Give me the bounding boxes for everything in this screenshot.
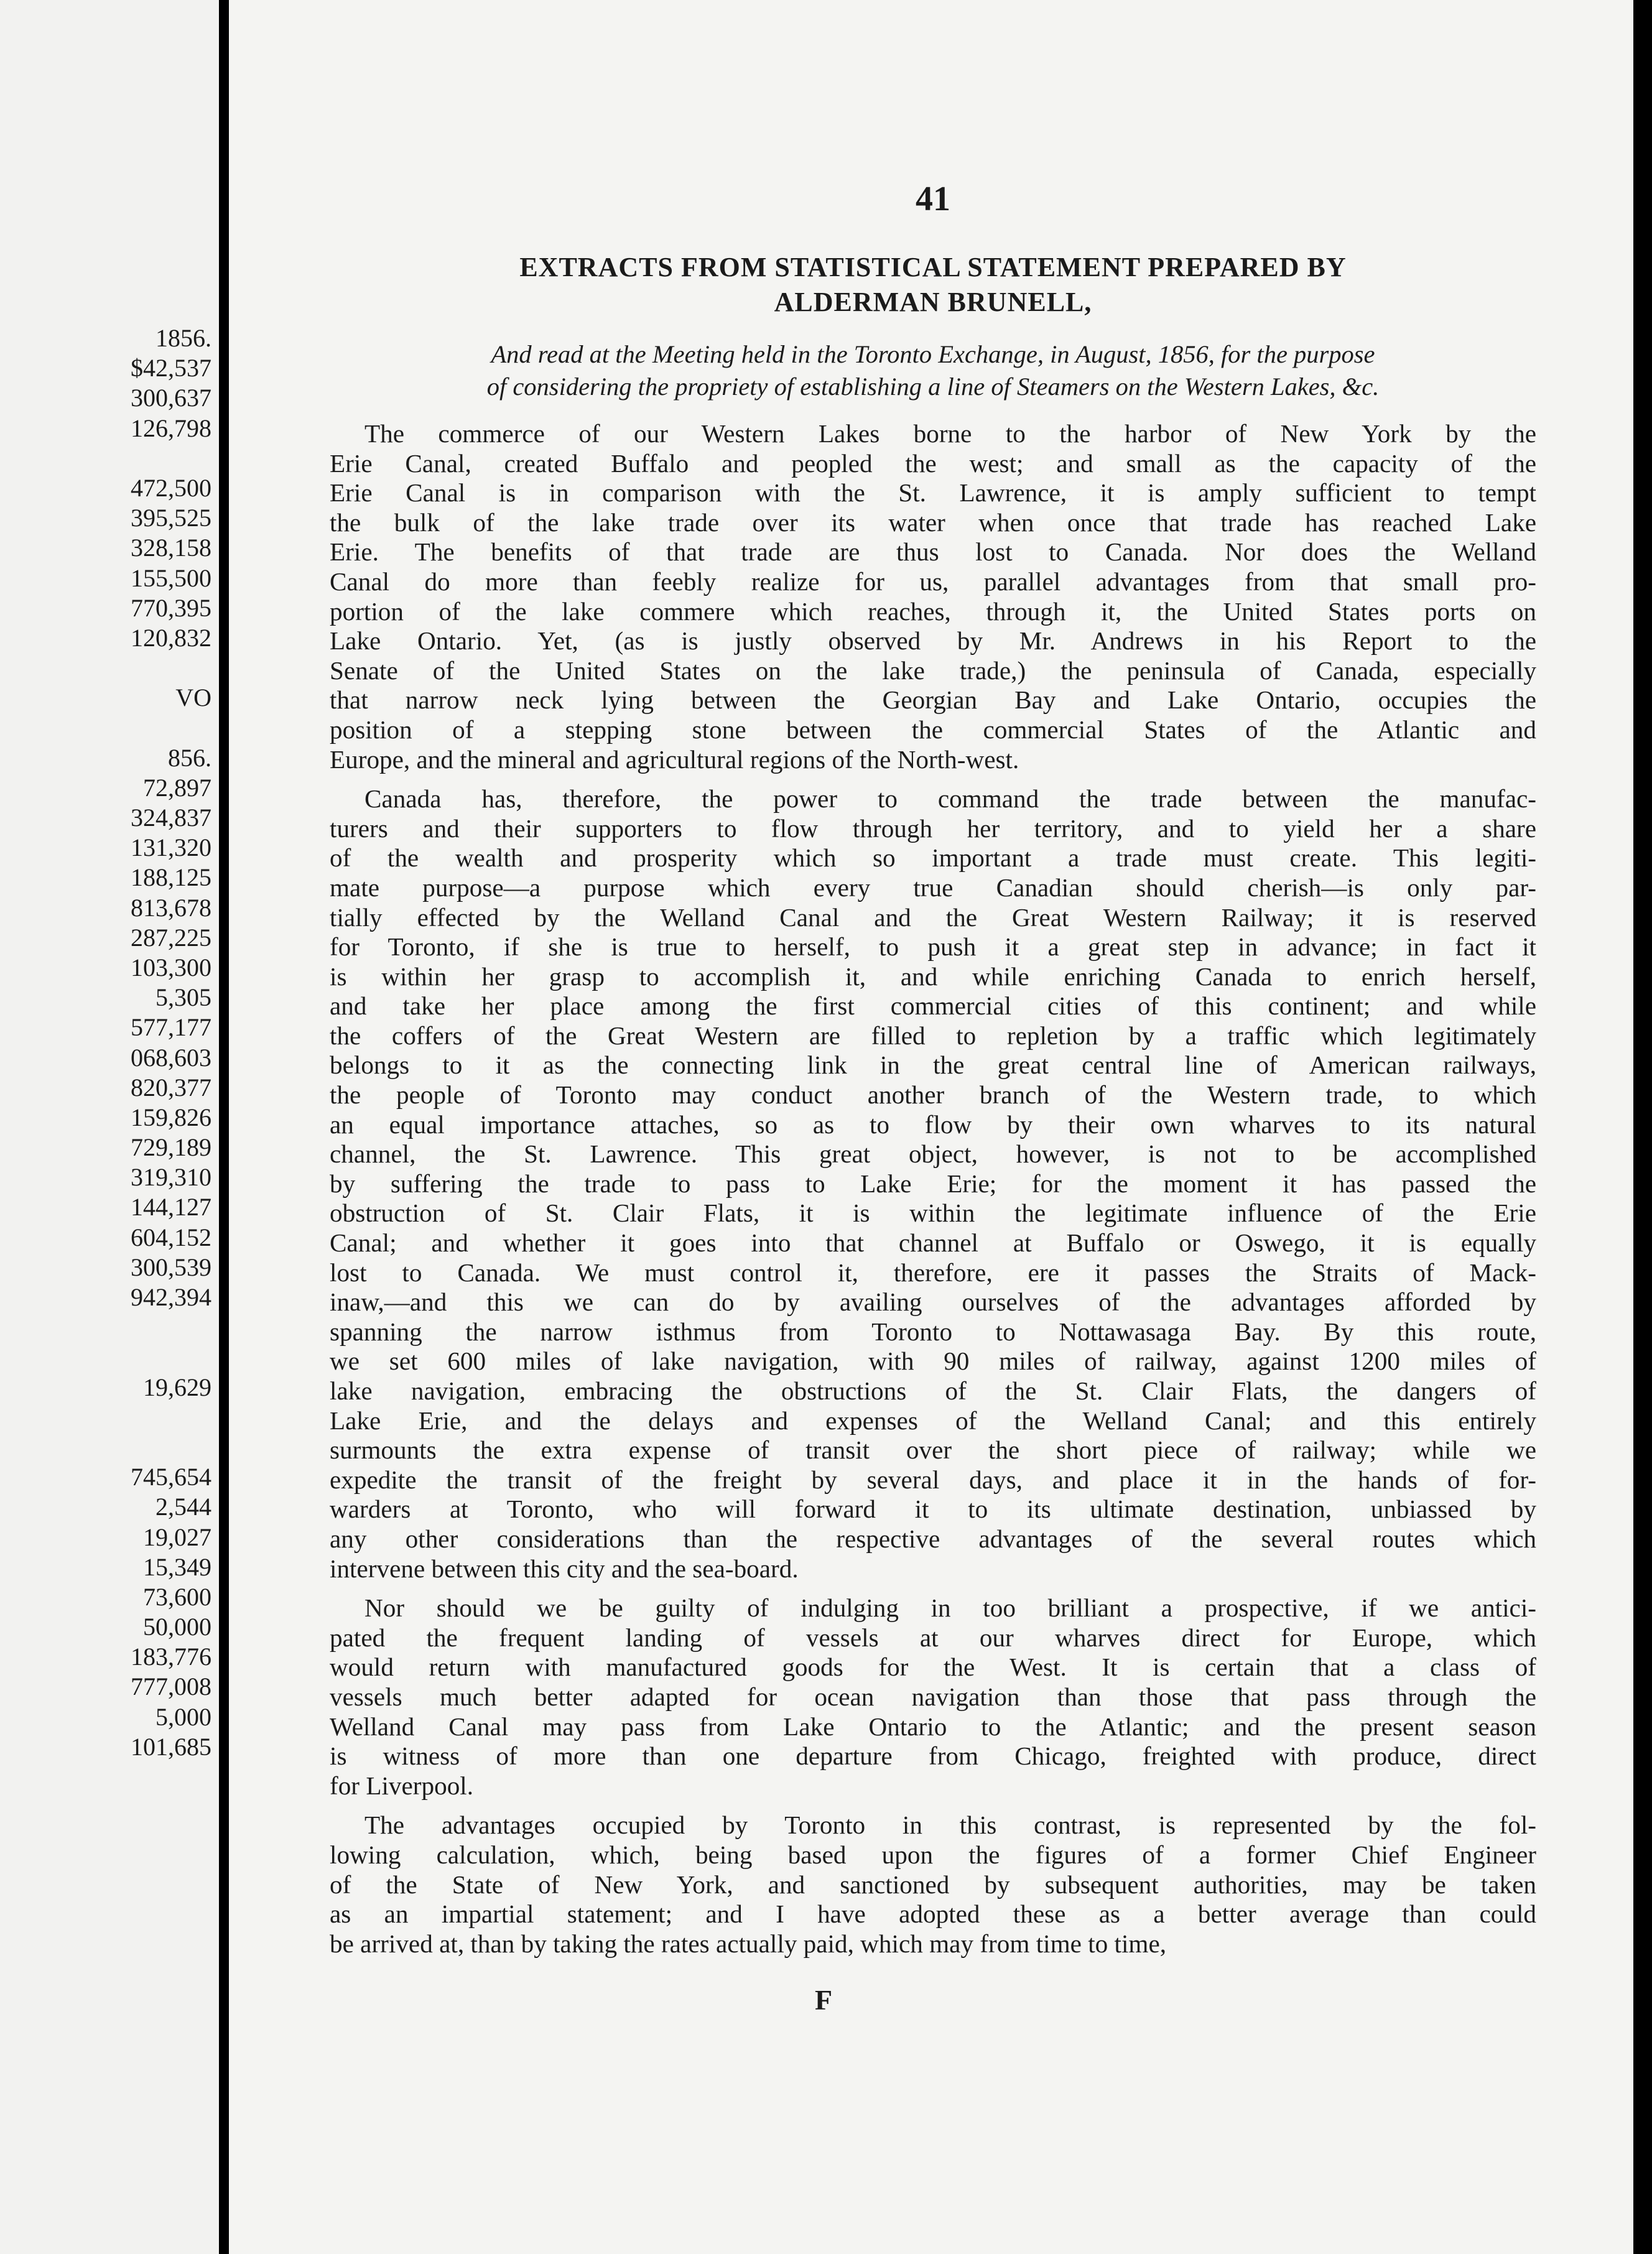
left-page-figure (0, 1432, 211, 1462)
paragraph-line: Erie. The benefits of that trade are thus lost to Canada. Nor does the Welland (330, 537, 1536, 567)
paragraph-line: belongs to it as the connecting link in the great central line of American railways, (330, 1050, 1536, 1080)
left-page-figure: 395,525 (131, 504, 211, 532)
signature-mark: F (815, 1984, 833, 2016)
paragraph-line: and take her place among the first commercial cities of this continent; and while (330, 991, 1536, 1021)
left-page-figure: 472,500 (131, 473, 211, 502)
left-page-figure (0, 713, 211, 743)
paragraph-line: tially effected by the Welland Canal and the Great Western Railway; it is reserved (330, 902, 1536, 932)
left-page-figure (0, 1342, 211, 1372)
left-page-figure: 155,500 (131, 564, 211, 592)
paragraph-line: mate purpose—a purpose which every true Canadian should cherish—is only par- (330, 873, 1536, 902)
left-page-figure: 287,225 (131, 923, 211, 952)
subtitle-line-2: of considering the propriety of establishing a line of Steamers on the Western Lakes, &c. (486, 373, 1380, 401)
paragraph-line: inaw,—and this we can do by availing ourselves of the advantages afforded by (330, 1287, 1536, 1317)
left-page-figures-column (0, 323, 211, 1762)
paragraph-line: the bulk of the lake trade over its water when once that trade has reached Lake (330, 508, 1536, 537)
paragraph-line: Canal do more than feebly realize for us, parallel advantages from that small pro- (330, 567, 1536, 596)
paragraph-line: Europe, and the mineral and agricultural regions of the North-west. (330, 744, 1019, 774)
paragraph-line: intervene between this city and the sea-board. (330, 1554, 799, 1583)
right-page (229, 0, 1633, 2254)
left-page-figure: 324,837 (131, 804, 211, 832)
paragraph-line: of the State of New York, and sanctioned by subsequent authorities, may be taken (330, 1870, 1536, 1899)
left-page-figure: 19,027 (143, 1523, 211, 1551)
paragraph-line: lowing calculation, which, being based upon the figures of a former Chief Engineer (330, 1840, 1536, 1869)
left-page-figure: 73,600 (143, 1582, 211, 1611)
page-number: 41 (916, 180, 950, 218)
paragraph-line: Erie Canal is in comparison with the St. Lawrence, it is amply sufficient to tempt (330, 478, 1536, 508)
paragraph-line: Canada has, therefore, the power to command the trade between the manufac- (364, 784, 1536, 814)
paragraph-line: Lake Ontario. Yet, (as is justly observed by Mr. Andrews in his Report to the (330, 626, 1536, 656)
subtitle (330, 338, 1536, 403)
paragraph-line: an equal importance attaches, so as to flow by their own wharves to its natural (330, 1110, 1536, 1139)
body-paragraph (330, 784, 1536, 1584)
left-page-figure: 131,320 (131, 833, 211, 862)
title-line-1: EXTRACTS FROM STATISTICAL STATEMENT PREPARED BY (519, 252, 1347, 282)
paragraph-line: Lake Erie, and the delays and expenses of the Welland Canal; and this entirely (330, 1406, 1536, 1435)
right-page-edge (1633, 0, 1652, 2254)
left-page-figure: 729,189 (131, 1133, 211, 1162)
paragraph-line: surmounts the extra expense of transit over the short piece of railway; while we (330, 1435, 1536, 1465)
paragraph-line: that narrow neck lying between the Georgian Bay and Lake Ontario, occupies the (330, 685, 1536, 715)
left-page-figure: 813,678 (131, 893, 211, 922)
left-page-figure: 72,897 (143, 773, 211, 802)
left-page-figure: 856. (168, 743, 211, 772)
paragraph-line: as an impartial statement; and I have adopted these as a better average than could (330, 1899, 1536, 1929)
paragraph-line: the people of Toronto may conduct another branch of the Western trade, to which (330, 1080, 1536, 1110)
left-page-figure: 159,826 (131, 1103, 211, 1131)
left-page-figure: 103,300 (131, 953, 211, 981)
left-page-figure: 300,539 (131, 1253, 211, 1281)
paragraph-line: pated the frequent landing of vessels at our wharves direct for Europe, which (330, 1623, 1536, 1652)
left-page-figure: 328,158 (131, 534, 211, 562)
paragraph-line: The commerce of our Western Lakes borne to the harbor of New York by the (364, 419, 1536, 448)
left-page-figure: 5,000 (155, 1702, 211, 1731)
title-line-2: ALDERMAN BRUNELL, (774, 287, 1092, 317)
left-page-figure: 068,603 (131, 1043, 211, 1072)
body-paragraph (330, 1593, 1536, 1801)
paragraph-line: The advantages occupied by Toronto in this contrast, is represented by the fol- (364, 1811, 1536, 1840)
left-page-figure: 319,310 (131, 1163, 211, 1192)
paragraph-line: the coffers of the Great Western are filled to repletion by a traffic which legitimately (330, 1021, 1536, 1050)
left-page-figure: 1856. (155, 324, 211, 352)
left-page-figure: VO (175, 684, 211, 712)
paragraph-line: would return with manufactured goods for the West. It is certain that a class of (330, 1653, 1536, 1682)
left-page-figure (0, 1403, 211, 1432)
paragraph-line: by suffering the trade to pass to Lake Erie; for the moment it has passed the (330, 1169, 1536, 1198)
page-text-block (330, 180, 1536, 2016)
paragraph-line: Erie Canal, created Buffalo and peopled the west; and small as the capacity of the (330, 448, 1536, 478)
body-paragraph (330, 419, 1536, 774)
paragraph-line: turers and their supporters to flow through her territory, and to yield her a share (330, 814, 1536, 843)
paragraph-line: for Toronto, if she is true to herself, to push it a great step in advance; in fact it (330, 932, 1536, 962)
left-page-figure (0, 443, 211, 473)
paragraph-line: vessels much better adapted for ocean navigation than those that pass through the (330, 1682, 1536, 1711)
left-page-figure: 577,177 (131, 1013, 211, 1042)
left-page-figure: 15,349 (143, 1552, 211, 1581)
left-page-figure: 5,305 (155, 983, 211, 1012)
paragraph-line: for Liverpool. (330, 1771, 474, 1800)
paragraph-line: any other considerations than the respective advantages of the several routes which (330, 1524, 1536, 1553)
paragraph-line: portion of the lake commere which reaches, through it, the United States ports on (330, 596, 1536, 626)
left-page-figure: 2,544 (155, 1493, 211, 1521)
left-page-figure: 820,377 (131, 1073, 211, 1101)
body-paragraphs (330, 419, 1536, 1959)
left-page-figure: 120,832 (131, 623, 211, 652)
left-page-figure: 183,776 (131, 1643, 211, 1671)
left-page-figure: 942,394 (131, 1283, 211, 1311)
paragraph-line: lost to Canada. We must control it, therefore, ere it passes the Straits of Mack- (330, 1258, 1536, 1287)
paragraph-line: expedite the transit of the freight by several days, and place it in the hands of for- (330, 1465, 1536, 1494)
left-page-figure: 604,152 (131, 1223, 211, 1251)
paragraph-line: Senate of the United States on the lake trade,) the peninsula of Canada, especially (330, 656, 1536, 685)
left-page-figure (0, 653, 211, 683)
paragraph-line: be arrived at, than by taking the rates actually paid, which may from time to time, (330, 1929, 1167, 1958)
left-page-figure: 745,654 (131, 1463, 211, 1491)
left-page-figure: 50,000 (143, 1613, 211, 1641)
left-page-figure: 777,008 (131, 1672, 211, 1701)
left-page-figure (0, 1312, 211, 1342)
left-page-figure: 144,127 (131, 1193, 211, 1222)
paragraph-line: we set 600 miles of lake navigation, with 90 miles of railway, against 1200 miles of (330, 1347, 1536, 1376)
paragraph-line: is witness of more than one departure from Chicago, freighted with produce, direct (330, 1742, 1536, 1771)
paragraph-line: Canal; and whether it goes into that channel at Buffalo or Oswego, it is equally (330, 1228, 1536, 1258)
left-page-figure: 101,685 (131, 1732, 211, 1761)
left-page-figure: 188,125 (131, 863, 211, 892)
paragraph-line: of the wealth and prosperity which so important a trade must create. This legiti- (330, 843, 1536, 873)
paragraph-line: position of a stepping stone between the commercial States of the Atlantic and (330, 715, 1536, 744)
paragraph-line: Welland Canal may pass from Lake Ontario to the Atlantic; and the present season (330, 1712, 1536, 1741)
paragraph-line: Nor should we be guilty of indulging in too brilliant a prospective, if we antici- (364, 1593, 1536, 1623)
left-page-figure: 19,629 (143, 1373, 211, 1401)
paragraph-line: lake navigation, embracing the obstructions of the St. Clair Flats, the dangers of (330, 1376, 1536, 1405)
paragraph-line: warders at Toronto, who will forward it to its ultimate destination, unbiassed by (330, 1495, 1536, 1524)
subtitle-line-1: And read at the Meeting held in the Toronto Exchange, in August, 1856, for the purpose (491, 340, 1375, 368)
left-page-figure: 126,798 (131, 414, 211, 442)
left-page-figure: 770,395 (131, 593, 211, 622)
left-page-fragment (0, 0, 219, 2254)
paragraph-line: obstruction of St. Clair Flats, it is within the legitimate influence of the Erie (330, 1199, 1536, 1228)
body-paragraph (330, 1811, 1536, 1959)
paragraph-line: is within her grasp to accomplish it, and while enriching Canada to enrich herself, (330, 962, 1536, 991)
book-gutter (219, 0, 229, 2254)
left-page-figure: 300,637 (131, 384, 211, 412)
paragraph-line: spanning the narrow isthmus from Toronto to Nottawasaga Bay. By this route, (330, 1317, 1536, 1346)
left-page-figure: $42,537 (131, 354, 211, 383)
paragraph-line: channel, the St. Lawrence. This great object, however, is not to be accomplished (330, 1139, 1536, 1169)
